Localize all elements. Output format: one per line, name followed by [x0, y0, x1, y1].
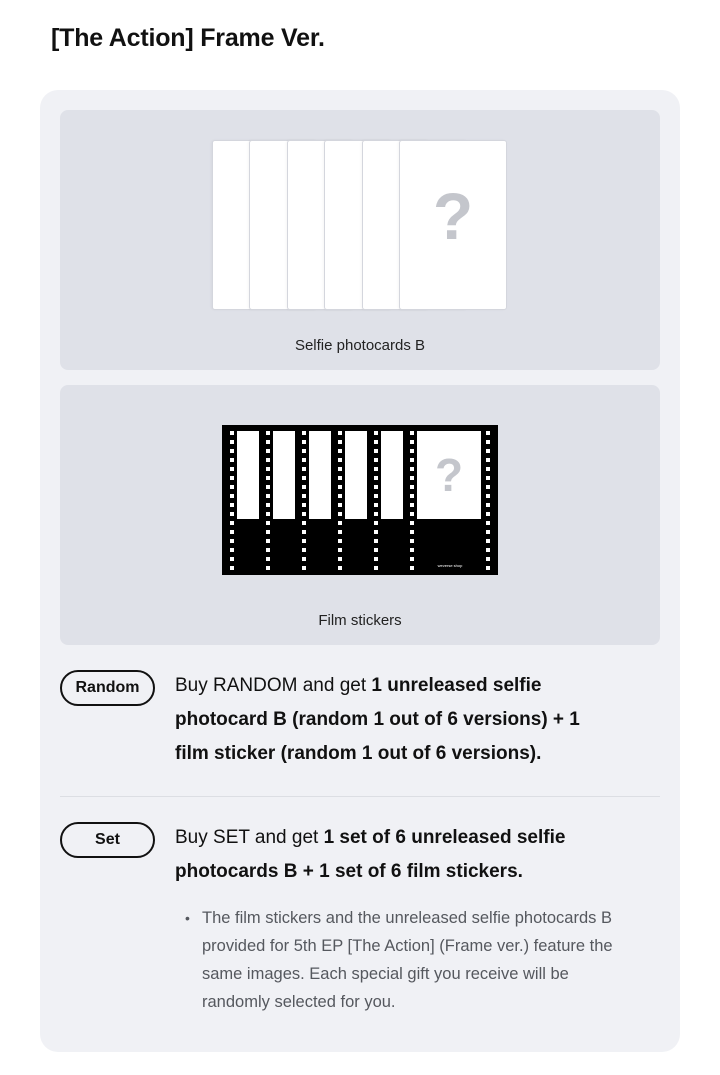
sprocket-hole: [486, 431, 490, 435]
sprocket-hole: [338, 566, 342, 570]
sprocket-hole: [302, 539, 306, 543]
sprocket-hole: [374, 503, 378, 507]
sprocket-hole: [410, 503, 414, 507]
sprocket-hole: [230, 566, 234, 570]
sprocket-hole: [302, 476, 306, 480]
question-mark-icon: ?: [434, 449, 464, 501]
sprocket-hole: [486, 449, 490, 453]
sprocket-hole: [486, 521, 490, 525]
page-title: [The Action] Frame Ver.: [51, 24, 325, 52]
sprocket-hole: [486, 548, 490, 552]
sprocket-hole: [338, 494, 342, 498]
note: [185, 904, 615, 1016]
sprocket-hole: [266, 440, 270, 444]
sprocket-hole: [410, 548, 414, 552]
sprocket-hole: [338, 539, 342, 543]
sprocket-hole: [338, 530, 342, 534]
sprocket-hole: [486, 530, 490, 534]
sprocket-hole: [410, 566, 414, 570]
sprocket-hole: [374, 440, 378, 444]
sprocket-hole: [486, 476, 490, 480]
sprocket-hole: [338, 512, 342, 516]
sprocket-hole: [486, 440, 490, 444]
random-description: [175, 669, 595, 771]
sprocket-hole: [230, 557, 234, 561]
photocard-front: [399, 140, 507, 310]
sprocket-hole: [486, 485, 490, 489]
sprocket-hole: [230, 431, 234, 435]
set-description-plain: Buy SET and get: [175, 827, 324, 848]
sprocket-hole: [486, 494, 490, 498]
sprocket-hole: [302, 485, 306, 489]
random-description-plain: Buy RANDOM and get: [175, 675, 372, 696]
sprocket-hole: [230, 458, 234, 462]
stickers-panel: [60, 385, 660, 645]
sprocket-hole: [486, 467, 490, 471]
random-description-bold: 1 unreleased selfie photocard B (random 1 out of 6 versions) + 1 film sticker (random 1 out of 6 versions).: [175, 675, 580, 764]
sprocket-hole: [410, 512, 414, 516]
sprocket-hole: [486, 557, 490, 561]
film-frame: [381, 431, 403, 519]
sprocket-hole: [302, 494, 306, 498]
sprocket-hole: [410, 440, 414, 444]
sprocket-hole: [374, 530, 378, 534]
sprocket-hole: [338, 467, 342, 471]
sprocket-hole: [410, 467, 414, 471]
sprocket-hole: [230, 548, 234, 552]
set-description-bold: 1 set of 6 unreleased selfie photocards B + 1 set of 6 film stickers.: [175, 827, 566, 882]
sprocket-hole: [230, 449, 234, 453]
sprocket-hole: [266, 512, 270, 516]
sprocket-hole: [338, 503, 342, 507]
sprocket-hole: [230, 539, 234, 543]
sprocket-hole: [374, 539, 378, 543]
sprocket-hole: [374, 431, 378, 435]
sprocket-hole: [374, 476, 378, 480]
sprocket-hole: [302, 449, 306, 453]
sprocket-hole: [230, 512, 234, 516]
divider: [60, 796, 660, 797]
question-mark-icon: ?: [432, 179, 474, 253]
sprocket-hole: [338, 485, 342, 489]
sprocket-hole: [374, 494, 378, 498]
sprocket-hole: [374, 566, 378, 570]
sprocket-hole: [410, 431, 414, 435]
sprocket-hole: [266, 530, 270, 534]
sprocket-hole: [230, 503, 234, 507]
sprocket-hole: [302, 557, 306, 561]
sprocket-hole: [266, 539, 270, 543]
sprocket-hole: [266, 566, 270, 570]
sprocket-hole: [486, 503, 490, 507]
sprocket-hole: [410, 521, 414, 525]
sprocket-hole: [302, 458, 306, 462]
photocards-panel: [60, 110, 660, 370]
sprocket-hole: [302, 566, 306, 570]
note-text: The film stickers and the unreleased selfie photocards B provided for 5th EP [The Action] (Frame ver.) feature the same images. Each special gift you receive will be randomly selected for you.: [202, 909, 613, 1011]
stickers-caption: Film stickers: [318, 612, 402, 629]
set-description: [175, 821, 595, 889]
sprocket-hole: [302, 548, 306, 552]
sprocket-hole: [410, 458, 414, 462]
sprocket-hole: [338, 476, 342, 480]
sprocket-hole: [374, 467, 378, 471]
brand-label: weverse shop: [437, 563, 463, 568]
photocard-stack: [212, 140, 508, 312]
sprocket-hole: [230, 530, 234, 534]
sprocket-hole: [410, 485, 414, 489]
sprocket-hole: [338, 449, 342, 453]
sprocket-hole: [302, 431, 306, 435]
sprocket-hole: [486, 566, 490, 570]
sprocket-hole: [302, 503, 306, 507]
film-frame: [237, 431, 259, 519]
sprocket-hole: [338, 431, 342, 435]
sprocket-hole: [338, 458, 342, 462]
set-badge: Set: [60, 822, 155, 858]
sprocket-hole: [410, 476, 414, 480]
sprocket-hole: [302, 521, 306, 525]
sprocket-hole: [338, 557, 342, 561]
sprocket-hole: [410, 530, 414, 534]
sprocket-hole: [410, 539, 414, 543]
sprocket-hole: [374, 521, 378, 525]
sprocket-hole: [410, 557, 414, 561]
sprocket-hole: [486, 512, 490, 516]
sprocket-hole: [266, 476, 270, 480]
sprocket-hole: [266, 431, 270, 435]
sprocket-hole: [266, 503, 270, 507]
sprocket-hole: [410, 449, 414, 453]
sprocket-hole: [230, 494, 234, 498]
sprocket-hole: [410, 494, 414, 498]
sprocket-hole: [230, 467, 234, 471]
sprocket-hole: [302, 467, 306, 471]
random-badge: Random: [60, 670, 155, 706]
sprocket-hole: [230, 521, 234, 525]
photocards-caption: Selfie photocards B: [294, 337, 426, 354]
benefit-card: [40, 90, 680, 1052]
sprocket-hole: [230, 485, 234, 489]
sprocket-hole: [374, 512, 378, 516]
sprocket-hole: [374, 485, 378, 489]
sprocket-hole: [266, 467, 270, 471]
sprocket-hole: [486, 458, 490, 462]
sprocket-hole: [338, 521, 342, 525]
film-strip-graphic: [222, 425, 498, 575]
sprocket-hole: [338, 440, 342, 444]
sprocket-hole: [374, 548, 378, 552]
sprocket-hole: [266, 458, 270, 462]
sprocket-hole: [266, 485, 270, 489]
sprocket-hole: [302, 530, 306, 534]
sprocket-hole: [266, 548, 270, 552]
film-sticker-sheet: [222, 425, 498, 575]
film-frame: [273, 431, 295, 519]
film-frame: [309, 431, 331, 519]
sprocket-hole: [230, 440, 234, 444]
film-frame: [345, 431, 367, 519]
bullet-icon: •: [185, 910, 190, 926]
sprocket-hole: [374, 557, 378, 561]
sprocket-hole: [374, 449, 378, 453]
sprocket-hole: [266, 494, 270, 498]
sprocket-hole: [338, 548, 342, 552]
sprocket-hole: [302, 440, 306, 444]
sprocket-hole: [266, 449, 270, 453]
sprocket-hole: [266, 521, 270, 525]
sprocket-hole: [302, 512, 306, 516]
sprocket-hole: [486, 539, 490, 543]
sprocket-hole: [374, 458, 378, 462]
sprocket-hole: [230, 476, 234, 480]
sprocket-hole: [266, 557, 270, 561]
